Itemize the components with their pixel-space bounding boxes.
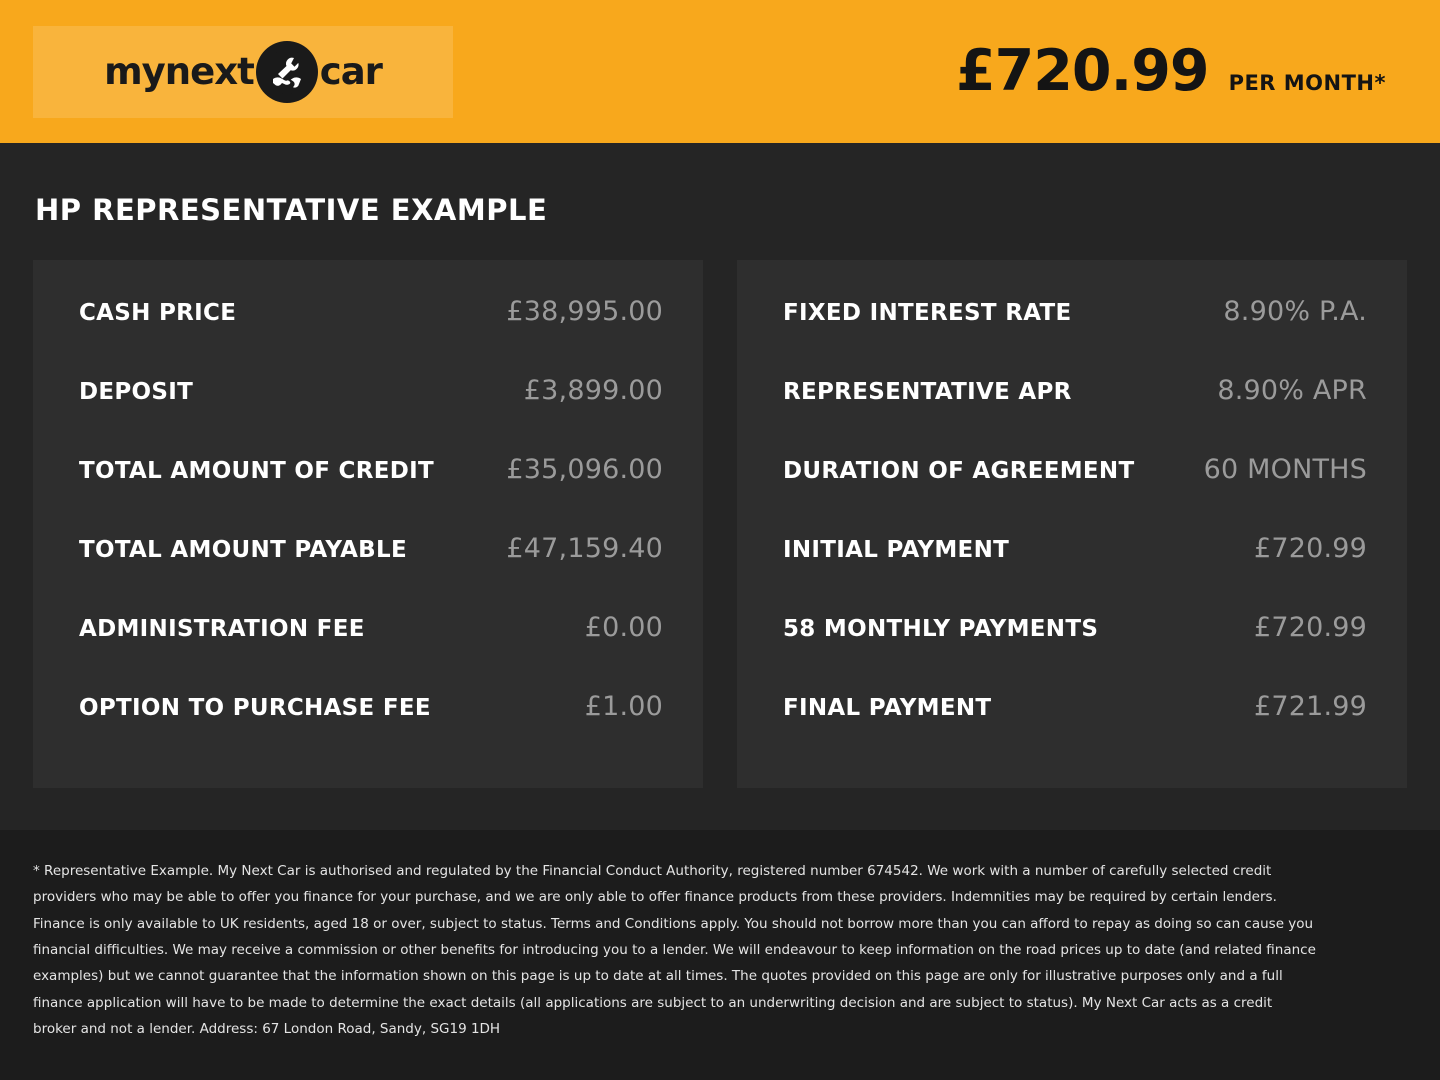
- finance-panels: [33, 260, 1407, 788]
- row-value: 8.90% APR: [1217, 375, 1367, 406]
- row-label: DURATION OF AGREEMENT: [783, 458, 1135, 484]
- table-row: [79, 454, 663, 533]
- page-title: HP REPRESENTATIVE EXAMPLE: [35, 193, 548, 227]
- price-period-label: PER MONTH*: [1228, 71, 1386, 95]
- logo-text-my: my: [104, 50, 165, 93]
- row-label: REPRESENTATIVE APR: [783, 379, 1072, 405]
- table-row: [79, 691, 663, 770]
- row-label: FIXED INTEREST RATE: [783, 300, 1072, 326]
- row-value: £720.99: [1253, 612, 1367, 643]
- row-value: £38,995.00: [506, 296, 663, 327]
- row-value: 8.90% P.A.: [1223, 296, 1367, 327]
- monthly-price: [955, 38, 1396, 104]
- row-label: FINAL PAYMENT: [783, 695, 992, 721]
- row-value: £3,899.00: [523, 375, 663, 406]
- page-header: [0, 0, 1440, 143]
- row-value: £721.99: [1253, 691, 1367, 722]
- finance-panel-right: [737, 260, 1407, 788]
- price-amount: £720.99: [955, 38, 1209, 104]
- row-label: 58 MONTHLY PAYMENTS: [783, 616, 1099, 642]
- table-row: [79, 533, 663, 612]
- row-value: £720.99: [1253, 533, 1367, 564]
- table-row: [783, 612, 1367, 691]
- table-row: [783, 454, 1367, 533]
- table-row: [783, 296, 1367, 375]
- row-value: £1.00: [584, 691, 663, 722]
- table-row: [783, 533, 1367, 612]
- logo-lockup: [104, 41, 382, 103]
- table-row: [783, 691, 1367, 770]
- disclaimer-text: * Representative Example. My Next Car is authorised and regulated by the Financial Conduct Authority, registered number 674542. We work with a number of carefully selected credit providers who may be able to offer you finance for your purchase, and we are only able to offer finance products from these providers. Indemnities may be required by certain lenders. Finance is only available to UK residents, aged 18 or over, subject to status. Terms and Conditions apply. You should not borrow more than you can afford to repay as doing so can cause you financial difficulties. We may receive a commission or other benefits for introducing you to a lender. We will endeavour to keep information on the road prices up to date (and related finance examples) but we cannot guarantee that the information shown on this page is up to date at all times. The quotes provided on this page are only for illustrative purposes only and a full finance application will have to be made to determine the exact details (all applications are subject to an underwriting decision and are subject to status). My Next Car acts as a credit broker and not a lender. Address: 67 London Road, Sandy, SG19 1DH: [33, 863, 1316, 1037]
- row-label: OPTION TO PURCHASE FEE: [79, 695, 431, 721]
- row-label: CASH PRICE: [79, 300, 237, 326]
- main-content: [0, 143, 1440, 830]
- handshake-spanner-icon: [256, 41, 318, 103]
- table-row: [79, 296, 663, 375]
- row-value: 60 MONTHS: [1203, 454, 1367, 485]
- table-row: [79, 375, 663, 454]
- row-label: INITIAL PAYMENT: [783, 537, 1010, 563]
- row-label: ADMINISTRATION FEE: [79, 616, 365, 642]
- row-value: £0.00: [584, 612, 663, 643]
- table-row: [79, 612, 663, 691]
- row-value: £47,159.40: [506, 533, 663, 564]
- footer-disclaimer: [0, 830, 1440, 1080]
- row-label: TOTAL AMOUNT PAYABLE: [79, 537, 407, 563]
- logo-text-car: car: [319, 50, 382, 93]
- brand-logo[interactable]: [33, 26, 453, 118]
- row-label: DEPOSIT: [79, 379, 194, 405]
- row-label: TOTAL AMOUNT OF CREDIT: [79, 458, 434, 484]
- logo-text-next: next: [164, 50, 254, 93]
- row-value: £35,096.00: [506, 454, 663, 485]
- table-row: [783, 375, 1367, 454]
- finance-panel-left: [33, 260, 703, 788]
